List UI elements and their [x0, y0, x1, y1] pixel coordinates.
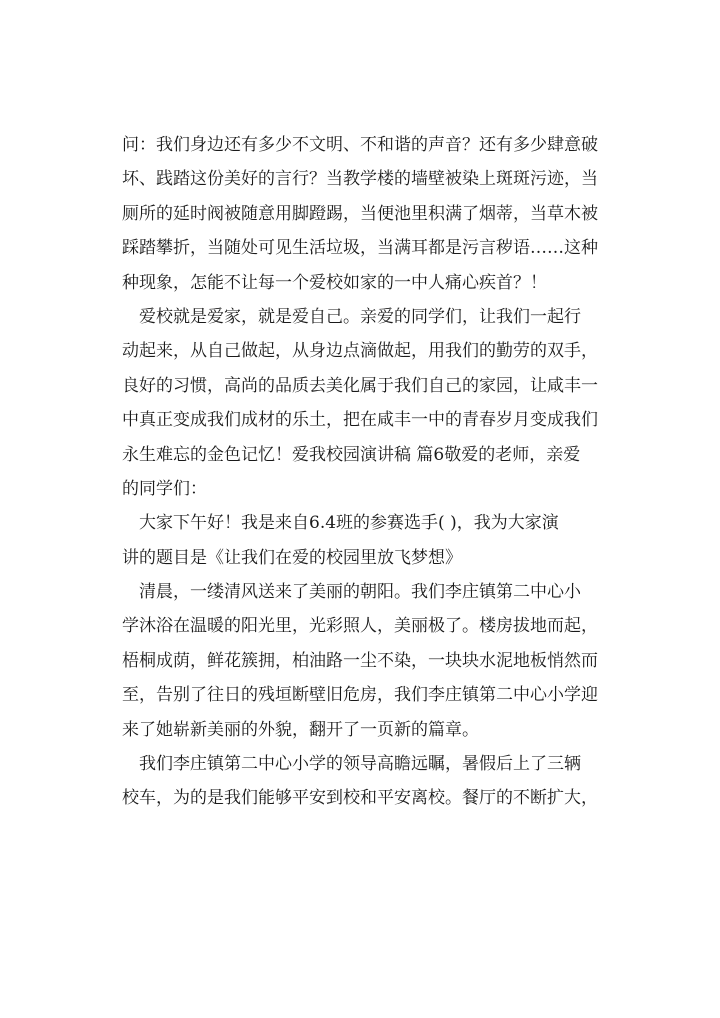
text-line: 坏、践踏这份美好的言行？当教学楼的墙壁被染上斑斑污迹，当 [122, 169, 598, 190]
text-line: 永生难忘的金色记忆！爱我校园演讲稿 篇6敬爱的老师，亲爱 [122, 444, 581, 465]
text-line: 良好的习惯，高尚的品质去美化属于我们自己的家园，让咸丰一 [122, 375, 598, 396]
text-line: 至，告别了往日的残垣断壁旧危房，我们李庄镇第二中心小学迎 [122, 685, 598, 706]
document-body [122, 128, 600, 816]
text-line: 动起来，从自己做起，从身边点滴做起，用我们的勤劳的双手， [122, 341, 598, 362]
text-line: 厕所的延时阀被随意用脚蹬踢，当便池里积满了烟蒂，当草木被 [122, 203, 598, 224]
text-line: 来了她崭新美丽的外貌，翻开了一页新的篇章。 [122, 719, 479, 740]
text-line: 讲的题目是《让我们在爱的校园里放飞梦想》 [122, 547, 462, 568]
text-line: 校车，为的是我们能够平安到校和平安离校。餐厅的不断扩大， [122, 788, 598, 809]
paragraph-first-line: 爱校就是爱家，就是爱自己。亲爱的同学们，让我们一起行 [139, 306, 581, 327]
text-line: 梧桐成荫，鲜花簇拥，柏油路一尘不染，一块块水泥地板悄然而 [122, 650, 598, 671]
text-line: 踩踏攀折，当随处可见生活垃圾，当满耳都是污言秽语……这种 [122, 238, 598, 259]
text-line: 种现象，怎能不让每一个爱校如家的一中人痛心疾首？！ [122, 272, 547, 293]
text-line: 中真正变成我们成材的乐土，把在咸丰一中的青春岁月变成我们 [122, 410, 598, 431]
text-line: 问：我们身边还有多少不文明、不和谐的声音？还有多少肆意破 [122, 135, 598, 155]
paragraph-first-line: 清晨，一缕清风送来了美丽的朝阳。我们李庄镇第二中心小 [139, 582, 581, 603]
paragraph-first-line: 我们李庄镇第二中心小学的领导高瞻远瞩，暑假后上了三辆 [139, 754, 581, 775]
text-line: 的同学们： [122, 478, 207, 499]
paragraph-first-line: 大家下午好！我是来自6.4班的参赛选手( )，我为大家演 [139, 513, 559, 534]
text-line: 学沐浴在温暖的阳光里，光彩照人，美丽极了。楼房拔地而起， [122, 616, 598, 637]
